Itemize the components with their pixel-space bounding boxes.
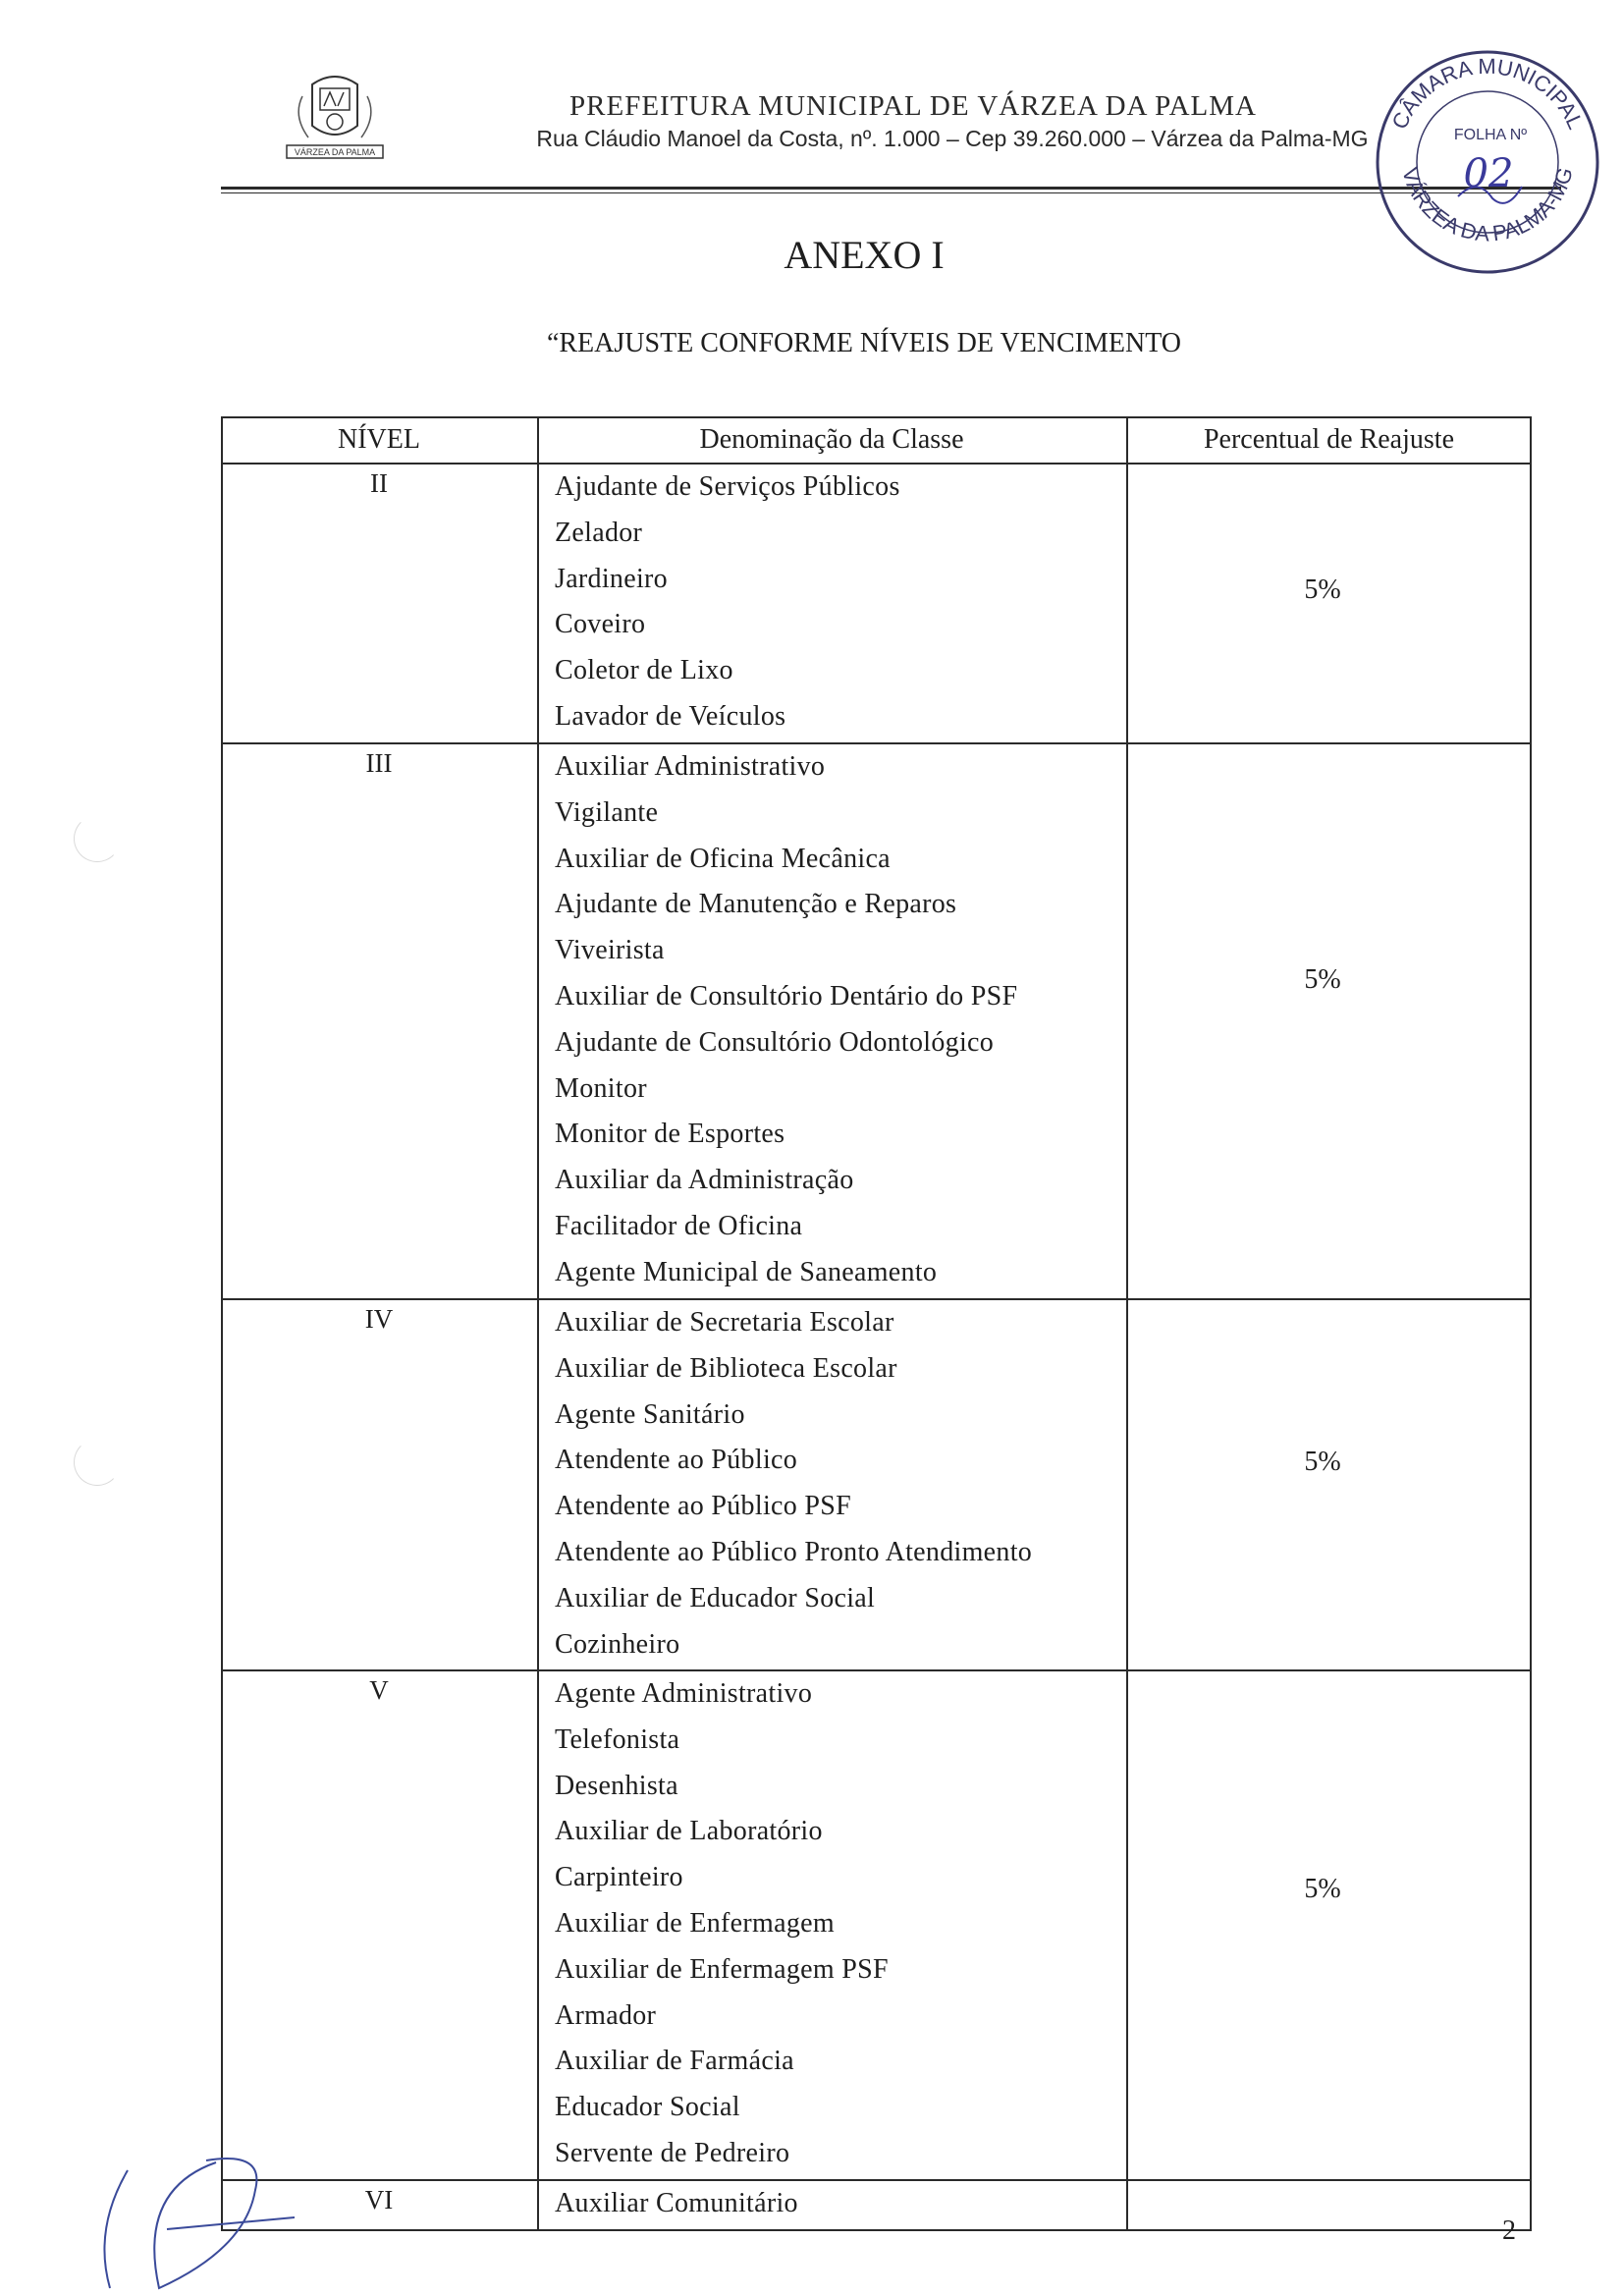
stamp-top-text: CÂMARA MUNICIPAL: [1386, 53, 1589, 134]
table-column-border: [221, 416, 223, 2231]
municipal-crest-icon: [273, 67, 397, 173]
table-row-border: [221, 742, 1532, 744]
class-name-cell: Monitor de Esportes: [555, 1119, 785, 1150]
class-name-cell: Telefonista: [555, 1723, 680, 1755]
table-column-border: [537, 416, 539, 2231]
class-name-cell: Desenhista: [555, 1770, 678, 1801]
class-name-cell: Auxiliar da Administração: [555, 1165, 854, 1196]
class-name-cell: Zelador: [555, 517, 643, 548]
class-name-cell: Educador Social: [555, 2092, 740, 2123]
class-name-cell: Auxiliar de Farmácia: [555, 2046, 794, 2077]
level-cell: V: [369, 1675, 389, 1705]
stamp-folha-label: FOLHA Nº: [1453, 127, 1528, 143]
class-name-cell: Auxiliar de Biblioteca Escolar: [555, 1352, 897, 1384]
level-cell: III: [365, 748, 393, 778]
header-rule-thin: [221, 192, 1561, 193]
table-row-border: [221, 2179, 1532, 2181]
page-number: 2: [1502, 2215, 1516, 2246]
header-title: PREFEITURA MUNICIPAL DE VÁRZEA DA PALMA: [569, 90, 1257, 122]
percent-cell: 5%: [1304, 1447, 1341, 1477]
class-name-cell: Cozinheiro: [555, 1628, 680, 1660]
level-cell: IV: [364, 1304, 394, 1334]
class-name-cell: Auxiliar de Enfermagem: [555, 1908, 835, 1939]
percent-cell: 5%: [1304, 574, 1341, 605]
header-rule: [221, 187, 1561, 190]
class-name-cell: Viveirista: [555, 935, 665, 966]
percent-cell: 5%: [1304, 1874, 1341, 1904]
level-cell: II: [370, 468, 388, 498]
class-name-cell: Lavador de Veículos: [555, 701, 786, 732]
class-name-cell: Facilitador de Oficina: [555, 1211, 803, 1241]
header-adjustment-percent: Percentual de Reajuste: [1203, 423, 1454, 455]
header-class-name: Denominação da Classe: [699, 423, 964, 455]
stamp-bottom-text: VÁRZEA DA PALMA-MG: [1397, 164, 1578, 246]
percent-cell: 5%: [1304, 964, 1341, 995]
svg-text:VÁRZEA DA PALMA: VÁRZEA DA PALMA: [294, 147, 376, 157]
class-name-cell: Auxiliar de Laboratório: [555, 1816, 823, 1847]
table-row-border: [221, 416, 1532, 418]
class-name-cell: Auxiliar Comunitário: [555, 2188, 798, 2218]
class-name-cell: Atendente ao Público Pronto Atendimento: [555, 1537, 1033, 1567]
class-name-cell: Agente Municipal de Saneamento: [555, 1256, 938, 1287]
annex-subtitle: “REAJUSTE CONFORME NÍVEIS DE VENCIMENTO: [546, 328, 1182, 358]
class-name-cell: Armador: [555, 1999, 657, 2031]
class-name-cell: Atendente ao Público: [555, 1445, 798, 1476]
class-name-cell: Auxiliar de Consultório Dentário do PSF: [555, 981, 1018, 1011]
punch-hole: [74, 815, 121, 862]
table-row-border: [221, 2229, 1532, 2231]
class-name-cell: Auxiliar de Educador Social: [555, 1582, 876, 1613]
camara-stamp-icon: [1365, 39, 1610, 285]
class-name-cell: Coletor de Lixo: [555, 655, 733, 686]
class-name-cell: Auxiliar de Enfermagem PSF: [555, 1953, 889, 1985]
level-cell: VI: [364, 2185, 394, 2214]
header-address: Rua Cláudio Manoel da Costa, nº. 1.000 – Cep 39.260.000 – Várzea da Palma-MG: [536, 126, 1369, 151]
class-name-cell: Auxiliar de Oficina Mecânica: [555, 843, 891, 874]
annex-title: ANEXO I: [784, 233, 945, 277]
table-row-border: [221, 1669, 1532, 1671]
class-name-cell: Vigilante: [555, 796, 659, 828]
punch-hole: [74, 1439, 121, 1486]
class-name-cell: Atendente ao Público PSF: [555, 1491, 851, 1522]
class-name-cell: Jardineiro: [555, 563, 668, 594]
class-name-cell: Auxiliar Administrativo: [555, 751, 826, 782]
class-name-cell: Auxiliar de Secretaria Escolar: [555, 1307, 894, 1338]
class-name-cell: Agente Administrativo: [555, 1678, 813, 1709]
class-name-cell: Carpinteiro: [555, 1862, 683, 1893]
stamp-folha-value: 02: [1463, 151, 1514, 196]
header-level: NÍVEL: [338, 423, 420, 455]
handwritten-signature-icon: [98, 2151, 295, 2296]
class-name-cell: Ajudante de Serviços Públicos: [555, 471, 900, 502]
class-name-cell: Ajudante de Consultório Odontológico: [555, 1026, 995, 1058]
class-name-cell: Coveiro: [555, 609, 646, 640]
class-name-cell: Monitor: [555, 1072, 647, 1104]
class-name-cell: Servente de Pedreiro: [555, 2138, 790, 2168]
class-name-cell: Agente Sanitário: [555, 1398, 745, 1430]
svg-text:CÂMARA MUNICIPAL: [1386, 54, 1588, 133]
class-name-cell: Ajudante de Manutenção e Reparos: [555, 889, 957, 920]
table-column-border: [1530, 416, 1532, 2231]
table-column-border: [1126, 416, 1128, 2231]
